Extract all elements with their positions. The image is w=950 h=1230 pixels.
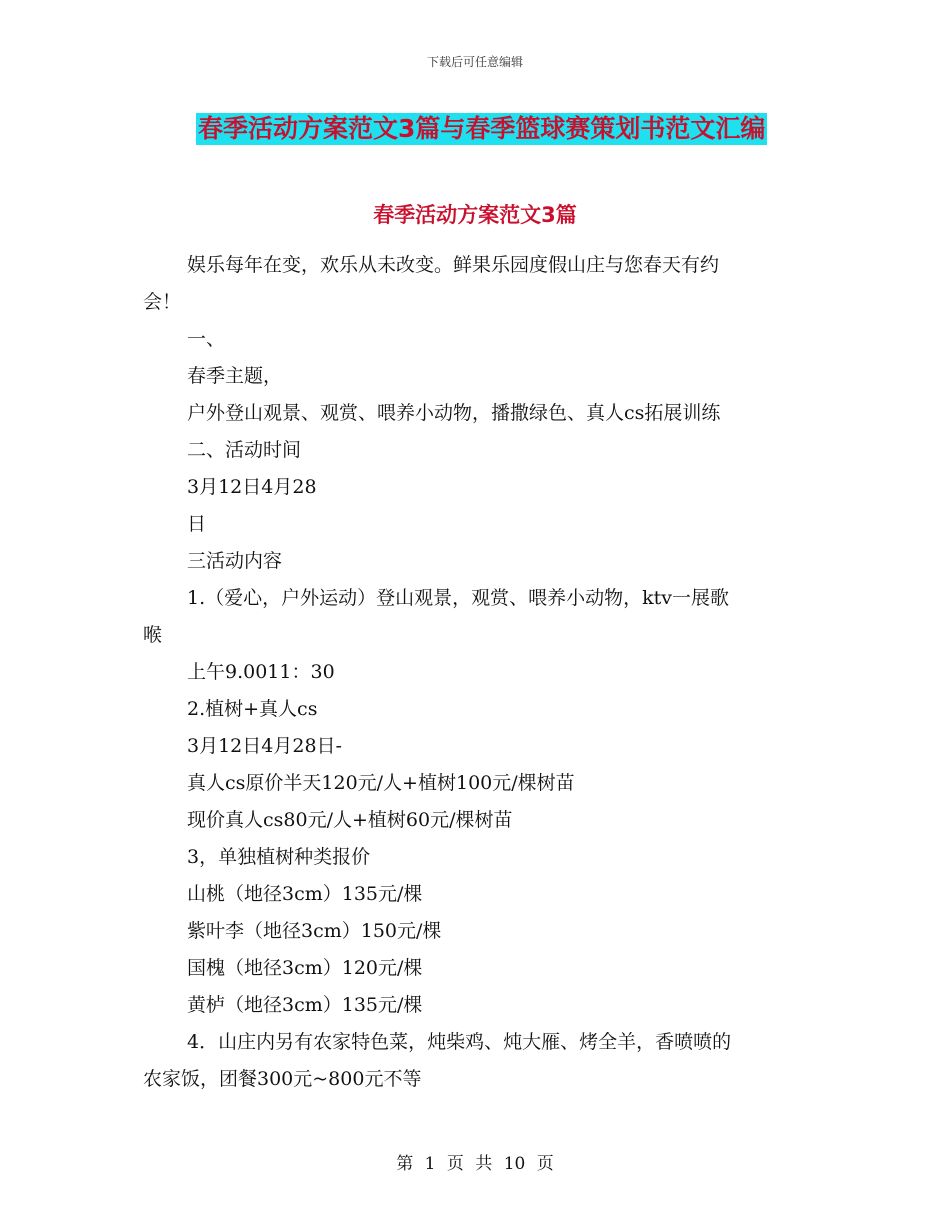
paragraph-line: 春季主题， (187, 365, 283, 387)
paragraph-line: 3，单独植树种类报价 (187, 846, 371, 868)
paragraph-line: 紫叶李（地径3cm）150元/棵 (187, 920, 442, 942)
paragraph-line: 上午9.0011：30 (187, 661, 335, 683)
document-body (143, 247, 813, 1098)
paragraph-line: 娱乐每年在变，欢乐从未改变。鲜果乐园度假山庄与您春天有约 (187, 254, 720, 276)
paragraph-line: 会！ (143, 291, 182, 313)
paragraph-line: 二、活动时间 (187, 439, 302, 461)
paragraph-line: 农家饭，团餐300元~800元不等 (143, 1068, 422, 1090)
paragraph-line: 一、 (187, 328, 226, 350)
section-title: 春季活动方案范文3篇 (373, 203, 577, 227)
paragraph-line: 1.（爱心，户外运动）登山观景，观赏、喂养小动物，ktv一展歌 (187, 587, 730, 609)
paragraph-line: 2.植树+真人cs (187, 698, 318, 720)
paragraph-line: 现价真人cs80元/人+植树60元/棵树苗 (187, 809, 513, 831)
document-title: 春季活动方案范文3篇与春季篮球赛策划书范文汇编 (198, 114, 766, 143)
page-footer: 第 1 页 共 10 页 (396, 1154, 554, 1174)
paragraph-line: 山桃（地径3cm）135元/棵 (187, 883, 423, 905)
paragraph-line: 户外登山观景、观赏、喂养小动物，播撒绿色、真人cs拓展训练 (187, 402, 721, 424)
paragraph-line: 3月12日4月28日- (187, 735, 342, 757)
paragraph-line: 4．山庄内另有农家特色菜，炖柴鸡、炖大雁、烤全羊，香喷喷的 (187, 1031, 732, 1053)
paragraph-line: 国槐（地径3cm）120元/棵 (187, 957, 423, 979)
paragraph-line: 3月12日4月28 (187, 476, 317, 498)
paragraph-line: 真人cs原价半天120元/人+植树100元/棵树苗 (187, 772, 575, 794)
header-note: 下载后可任意编辑 (426, 55, 523, 69)
paragraph-line: 喉 (143, 624, 163, 646)
paragraph-line: 黄栌（地径3cm）135元/棵 (187, 994, 423, 1016)
paragraph-line: 日 (187, 513, 207, 535)
paragraph-line: 三活动内容 (187, 550, 283, 572)
